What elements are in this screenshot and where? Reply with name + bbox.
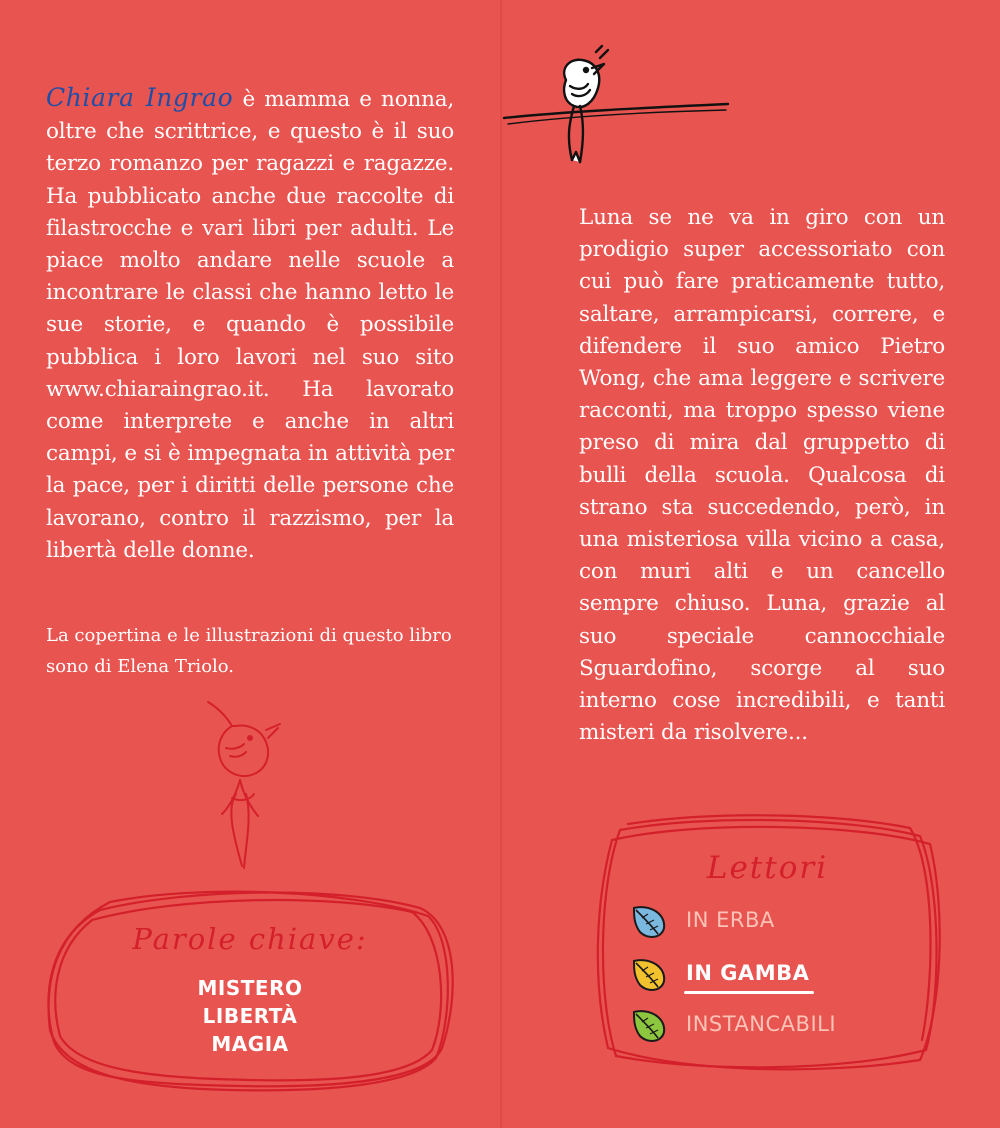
readers-title: Lettori [706, 850, 829, 886]
reader-level-label: IN ERBA [686, 908, 775, 932]
book-synopsis: Luna se ne va in giro con un prodigio super accessoriato con cui può fare praticamente tutto, saltare, arrampicarsi, correre, e difendere il suo amico Pietro Wong, che ama leggere e scrivere racconti, ma troppo spesso viene preso di mira dal gruppetto di bulli della scuola. Qualcosa di strano sta succedendo, però, in una misteriosa villa vicino a casa, con muri alti e un cancello sempre chiuso. Luna, grazie al suo speciale cannocchiale Sguardofino, scorge al suo interno cose incredibili, e tanti misteri da risolvere... [579, 205, 945, 746]
selected-underline [684, 991, 814, 994]
reader-level-in-erba [630, 902, 920, 942]
author-name: Chiara Ingrao [46, 83, 234, 112]
bird-on-wire-illustration [500, 40, 740, 170]
reader-level-label: INSTANCABILI [686, 1012, 837, 1036]
illustration-credit: La copertina e le illustrazioni di questo libro sono di Elena Triolo. [46, 625, 452, 677]
bird-illustration [196, 698, 306, 873]
keywords-title: Parole chiave: [132, 922, 368, 956]
reader-level-instancabili [630, 1006, 920, 1046]
keyword-item: MISTERO [197, 976, 303, 1000]
leaf-icon [630, 1006, 670, 1046]
keywords-box [40, 880, 460, 1095]
leaf-icon [630, 955, 670, 995]
keywords-list [40, 974, 460, 1058]
readers-box [590, 810, 945, 1075]
keyword-item: LIBERTÀ [202, 1004, 298, 1028]
author-bio [46, 82, 454, 567]
author-bio-text: è mamma e nonna, oltre che scrittrice, e questo è il suo terzo romanzo per ragazzi e ragazze. Ha pubblicato anche due raccolte di filastrocche e vari libri per adulti. Le piace molto andare nelle scuole a incontrare le classi che hanno letto le sue storie, e quando è possibile pubblica i loro lavori nel suo sito www.chiaraingrao.it. Ha lavorato come interprete e anche in altri campi, e si è impegnata in attività per la pace, per i diritti delle persone che lavorano, contro il razzismo, per la libertà delle donne. [46, 87, 454, 563]
keyword-item: MAGIA [211, 1032, 289, 1056]
leaf-icon [630, 902, 670, 942]
reader-level-label: IN GAMBA [686, 961, 810, 985]
reader-level-in-gamba [630, 955, 920, 995]
